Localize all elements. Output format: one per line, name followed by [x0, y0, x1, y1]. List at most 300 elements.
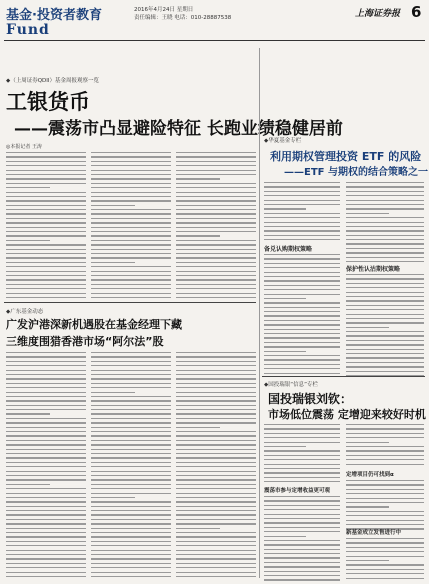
- text-line: [346, 261, 424, 262]
- text-line: [6, 576, 86, 577]
- text-line: [91, 383, 171, 384]
- text-line: [91, 235, 171, 236]
- text-line: [176, 457, 256, 458]
- text-line: [346, 296, 424, 297]
- text-line: [176, 554, 256, 555]
- text-line: [6, 222, 86, 223]
- text-line: [91, 449, 171, 450]
- text-line: [91, 205, 135, 206]
- text-line: [6, 387, 86, 388]
- text-line: [91, 361, 171, 362]
- text-line: [346, 442, 389, 443]
- text-line: [176, 235, 220, 236]
- text-line: [6, 183, 86, 184]
- text-line: [91, 523, 171, 524]
- text-line: [6, 431, 86, 432]
- text-line: [91, 356, 171, 357]
- text-line: [91, 249, 171, 250]
- text-line: [264, 346, 340, 347]
- text-line: [264, 226, 340, 227]
- text-line: [264, 518, 340, 519]
- text-line: [91, 196, 171, 197]
- text-line: [176, 563, 256, 564]
- text-line: [176, 392, 256, 393]
- text-line: [176, 501, 256, 502]
- text-line: [264, 254, 340, 255]
- editor-line: 责任编辑：王晓 电话：010-28887538: [134, 15, 232, 21]
- text-line: [264, 527, 340, 528]
- text-line: [6, 427, 86, 428]
- text-line: [6, 200, 86, 201]
- text-line: [346, 335, 424, 336]
- text-line: [264, 195, 340, 196]
- text-line: [91, 174, 171, 175]
- text-line: [346, 547, 424, 548]
- text-line: [176, 170, 256, 171]
- text-line: [6, 218, 86, 219]
- text-line: [264, 329, 340, 330]
- text-line: [6, 514, 86, 515]
- text-line: [6, 506, 86, 507]
- right-bottom-rule: [262, 376, 425, 377]
- right-top-headline-2: ——ETF 与期权的结合策略之一: [284, 167, 428, 178]
- text-line: [264, 531, 340, 532]
- text-line: [6, 479, 86, 480]
- text-line: [6, 396, 86, 397]
- text-line: [176, 435, 256, 436]
- text-line: [91, 288, 171, 289]
- text-line: [91, 374, 171, 375]
- text-line: [346, 257, 424, 258]
- text-line: [264, 315, 340, 316]
- text-line: [6, 475, 86, 476]
- text-line: [176, 222, 256, 223]
- text-line: [176, 405, 256, 406]
- text-line: [346, 573, 424, 574]
- text-line: [176, 174, 256, 175]
- text-line: [346, 464, 424, 465]
- text-line: [91, 365, 171, 366]
- text-line: [6, 550, 86, 551]
- text-line: [91, 431, 171, 432]
- text-line: [264, 355, 340, 356]
- text-line: [264, 263, 340, 264]
- text-line: [264, 368, 340, 369]
- text-line: [6, 231, 86, 232]
- text-line: [6, 383, 86, 384]
- text-line: [176, 541, 256, 542]
- text-line: [91, 466, 171, 467]
- text-line: [176, 545, 256, 546]
- text-line: [346, 551, 424, 552]
- text-line: [91, 519, 171, 520]
- text-line: [6, 271, 86, 272]
- text-line: [91, 550, 171, 551]
- text-line: [176, 440, 256, 441]
- text-line: [176, 284, 256, 285]
- text-line: [91, 284, 171, 285]
- text-line: [6, 370, 86, 371]
- text-line: [91, 240, 171, 241]
- text-line: [91, 227, 171, 228]
- text-line: [176, 262, 256, 263]
- text-line: [346, 515, 424, 516]
- text-line: [6, 288, 86, 289]
- text-line: [91, 222, 171, 223]
- text-line: [264, 509, 340, 510]
- text-line: [176, 462, 256, 463]
- text-line: [6, 532, 86, 533]
- text-line: [176, 183, 256, 184]
- text-line: [346, 455, 424, 456]
- text-line: [6, 235, 86, 236]
- text-line: [6, 266, 86, 267]
- text-line: [346, 511, 424, 512]
- text-line: [176, 409, 256, 410]
- text-line: [346, 538, 424, 539]
- text-line: [176, 205, 256, 206]
- text-line: [176, 519, 256, 520]
- text-line: [176, 240, 256, 241]
- text-line: [176, 493, 256, 494]
- text-line: [264, 536, 306, 537]
- text-line: [176, 253, 256, 254]
- text-line: [6, 257, 86, 258]
- text-line: [346, 366, 424, 367]
- text-line: [176, 192, 256, 193]
- text-line: [346, 506, 389, 507]
- text-line: [91, 293, 171, 294]
- left-box-col-2: [91, 352, 171, 580]
- text-line: [346, 309, 424, 310]
- text-line: [264, 186, 340, 187]
- text-line: [264, 235, 340, 236]
- text-line: [6, 493, 86, 494]
- text-line: [6, 356, 86, 357]
- text-line: [264, 477, 340, 478]
- text-line: [91, 187, 171, 188]
- text-line: [91, 209, 171, 210]
- text-line: [346, 314, 424, 315]
- text-line: [346, 248, 424, 249]
- text-line: [6, 409, 86, 410]
- text-line: [176, 471, 256, 472]
- text-line: [6, 488, 86, 489]
- right-bottom-headline-2: 市场低位震荡 定增迎来较好时机: [268, 408, 426, 421]
- text-line: [6, 405, 86, 406]
- text-line: [346, 243, 424, 244]
- text-line: [346, 502, 424, 503]
- text-line: [176, 383, 256, 384]
- text-line: [264, 337, 340, 338]
- text-line: [91, 279, 171, 280]
- text-line: [91, 392, 135, 393]
- section-title-en: Fund: [6, 22, 50, 38]
- text-line: [91, 178, 171, 179]
- text-line: [6, 519, 86, 520]
- text-line: [91, 370, 171, 371]
- text-line: [6, 213, 86, 214]
- text-line: [346, 349, 424, 350]
- text-line: [91, 266, 171, 267]
- text-line: [91, 444, 171, 445]
- text-line: [264, 182, 340, 183]
- text-line: [264, 272, 340, 273]
- text-line: [6, 444, 86, 445]
- text-line: [176, 558, 256, 559]
- text-line: [91, 572, 171, 573]
- text-line: [6, 156, 86, 157]
- text-line: [346, 424, 424, 425]
- text-line: [6, 161, 86, 162]
- text-line: [91, 541, 171, 542]
- right-top-kicker: ◆华夏基金专栏: [264, 138, 302, 144]
- text-line: [264, 320, 340, 321]
- text-line: [346, 195, 424, 196]
- text-line: [346, 578, 424, 579]
- text-line: [176, 231, 256, 232]
- text-line: [6, 227, 86, 228]
- text-line: [91, 484, 171, 485]
- text-line: [91, 405, 171, 406]
- text-line: [264, 289, 340, 290]
- text-line: [176, 506, 256, 507]
- text-line: [6, 510, 86, 511]
- left-headline-1: 工银货币: [6, 90, 90, 114]
- text-line: [91, 378, 171, 379]
- text-line: [264, 442, 340, 443]
- text-line: [264, 446, 306, 447]
- text-line: [176, 396, 256, 397]
- text-line: [6, 462, 86, 463]
- text-line: [264, 324, 340, 325]
- text-line: [91, 297, 171, 298]
- text-line: [176, 475, 256, 476]
- text-line: [346, 217, 424, 218]
- left-body-col-3: [176, 152, 256, 301]
- right-top-col-1: [264, 182, 340, 243]
- text-line: [6, 165, 86, 166]
- right-bottom-sub-1: 震荡市参与定增收益更可观: [264, 488, 331, 494]
- text-line: [6, 244, 86, 245]
- text-line: [6, 378, 86, 379]
- text-line: [91, 183, 171, 184]
- text-line: [6, 466, 86, 467]
- right-top-col-1b: [264, 254, 340, 377]
- text-line: [176, 550, 256, 551]
- text-line: [91, 576, 171, 577]
- text-line: [264, 428, 340, 429]
- text-line: [91, 396, 171, 397]
- text-line: [176, 213, 256, 214]
- text-line: [91, 532, 171, 533]
- text-line: [264, 239, 340, 240]
- text-line: [91, 271, 171, 272]
- text-line: [6, 249, 86, 250]
- text-line: [346, 524, 424, 525]
- text-line: [264, 200, 340, 201]
- text-line: [346, 274, 424, 275]
- text-line: [264, 566, 340, 567]
- text-line: [176, 152, 256, 153]
- text-line: [176, 532, 256, 533]
- text-line: [6, 440, 86, 441]
- text-line: [6, 435, 86, 436]
- text-line: [346, 433, 424, 434]
- text-line: [6, 178, 86, 179]
- text-line: [6, 279, 86, 280]
- text-line: [6, 361, 86, 362]
- text-line: [6, 187, 50, 188]
- text-line: [346, 292, 424, 293]
- text-line: [91, 213, 171, 214]
- left-body-col-2: [91, 152, 171, 301]
- text-line: [264, 424, 340, 425]
- text-line: [6, 275, 86, 276]
- text-line: [91, 156, 171, 157]
- text-line: [91, 161, 171, 162]
- text-line: [176, 387, 256, 388]
- right-bottom-col-1b: [264, 496, 340, 584]
- text-line: [91, 453, 171, 454]
- text-line: [176, 275, 256, 276]
- text-line: [176, 576, 256, 577]
- text-line: [176, 279, 256, 280]
- text-line: [264, 553, 340, 554]
- text-line: [264, 311, 340, 312]
- text-line: [264, 522, 340, 523]
- text-line: [6, 293, 86, 294]
- text-line: [346, 305, 424, 306]
- text-line: [176, 418, 256, 419]
- text-line: [264, 294, 340, 295]
- text-line: [346, 327, 389, 328]
- right-bottom-sub-3: 新基金成立发售进行中: [346, 530, 402, 536]
- text-line: [176, 244, 256, 245]
- text-line: [91, 253, 171, 254]
- text-line: [346, 331, 424, 332]
- text-line: [91, 528, 171, 529]
- text-line: [176, 528, 220, 529]
- text-line: [176, 209, 256, 210]
- text-line: [91, 554, 171, 555]
- text-line: [176, 271, 256, 272]
- text-line: [91, 152, 171, 153]
- text-line: [6, 484, 50, 485]
- text-line: [176, 431, 256, 432]
- text-line: [91, 506, 171, 507]
- text-line: [176, 249, 256, 250]
- text-line: [346, 450, 424, 451]
- left-box-headline-1: 广发沪港深新机遇股在基金经理下藏: [6, 318, 182, 331]
- text-line: [6, 528, 86, 529]
- text-line: [346, 200, 424, 201]
- text-line: [346, 239, 424, 240]
- text-line: [6, 152, 86, 153]
- text-line: [176, 444, 256, 445]
- text-line: [346, 283, 424, 284]
- text-line: [264, 505, 340, 506]
- text-line: [91, 493, 171, 494]
- text-line: [264, 191, 340, 192]
- text-line: [6, 392, 86, 393]
- text-line: [264, 359, 340, 360]
- text-line: [6, 196, 86, 197]
- text-line: [176, 161, 256, 162]
- text-line: [91, 262, 135, 263]
- text-line: [91, 510, 171, 511]
- text-line: [346, 191, 424, 192]
- text-line: [264, 549, 340, 550]
- text-line: [6, 563, 86, 564]
- text-line: [176, 370, 256, 371]
- right-top-col-2b: [346, 274, 424, 379]
- text-line: [91, 567, 171, 568]
- text-line: [6, 284, 86, 285]
- text-line: [6, 572, 86, 573]
- text-line: [176, 196, 256, 197]
- text-line: [346, 318, 424, 319]
- text-line: [91, 192, 171, 193]
- text-line: [176, 156, 256, 157]
- text-line: [176, 257, 256, 258]
- text-line: [264, 276, 340, 277]
- text-line: [264, 351, 306, 352]
- text-line: [264, 213, 340, 214]
- text-line: [264, 307, 340, 308]
- text-line: [176, 479, 256, 480]
- text-line: [91, 471, 171, 472]
- text-line: [176, 356, 256, 357]
- text-line: [346, 428, 424, 429]
- text-line: [346, 560, 389, 561]
- text-line: [6, 422, 86, 423]
- text-line: [346, 252, 424, 253]
- text-line: [6, 374, 86, 375]
- text-line: [6, 457, 86, 458]
- text-line: [176, 453, 256, 454]
- text-line: [91, 462, 171, 463]
- text-line: [91, 514, 171, 515]
- text-line: [176, 400, 256, 401]
- text-line: [91, 387, 171, 388]
- text-line: [176, 297, 256, 298]
- text-line: [176, 365, 256, 366]
- text-line: [264, 204, 340, 205]
- text-line: [91, 488, 171, 489]
- text-line: [91, 563, 171, 564]
- text-line: [346, 493, 424, 494]
- text-line: [91, 413, 171, 414]
- text-line: [6, 449, 86, 450]
- right-bottom-sub-2: 定增项目仍可找到α: [346, 472, 394, 478]
- text-line: [264, 433, 340, 434]
- text-line: [264, 472, 340, 473]
- text-line: [176, 218, 256, 219]
- text-line: [91, 165, 171, 166]
- text-line: [176, 484, 256, 485]
- left-box-headline-2: 三维度围猎香港市场“阿尔法”股: [6, 335, 164, 348]
- text-line: [91, 352, 171, 353]
- text-line: [264, 544, 340, 545]
- text-line: [6, 523, 86, 524]
- text-line: [91, 422, 171, 423]
- header-rule: [4, 40, 425, 41]
- text-line: [91, 457, 171, 458]
- text-line: [91, 475, 171, 476]
- right-bottom-col-1: [264, 424, 340, 485]
- text-line: [6, 471, 86, 472]
